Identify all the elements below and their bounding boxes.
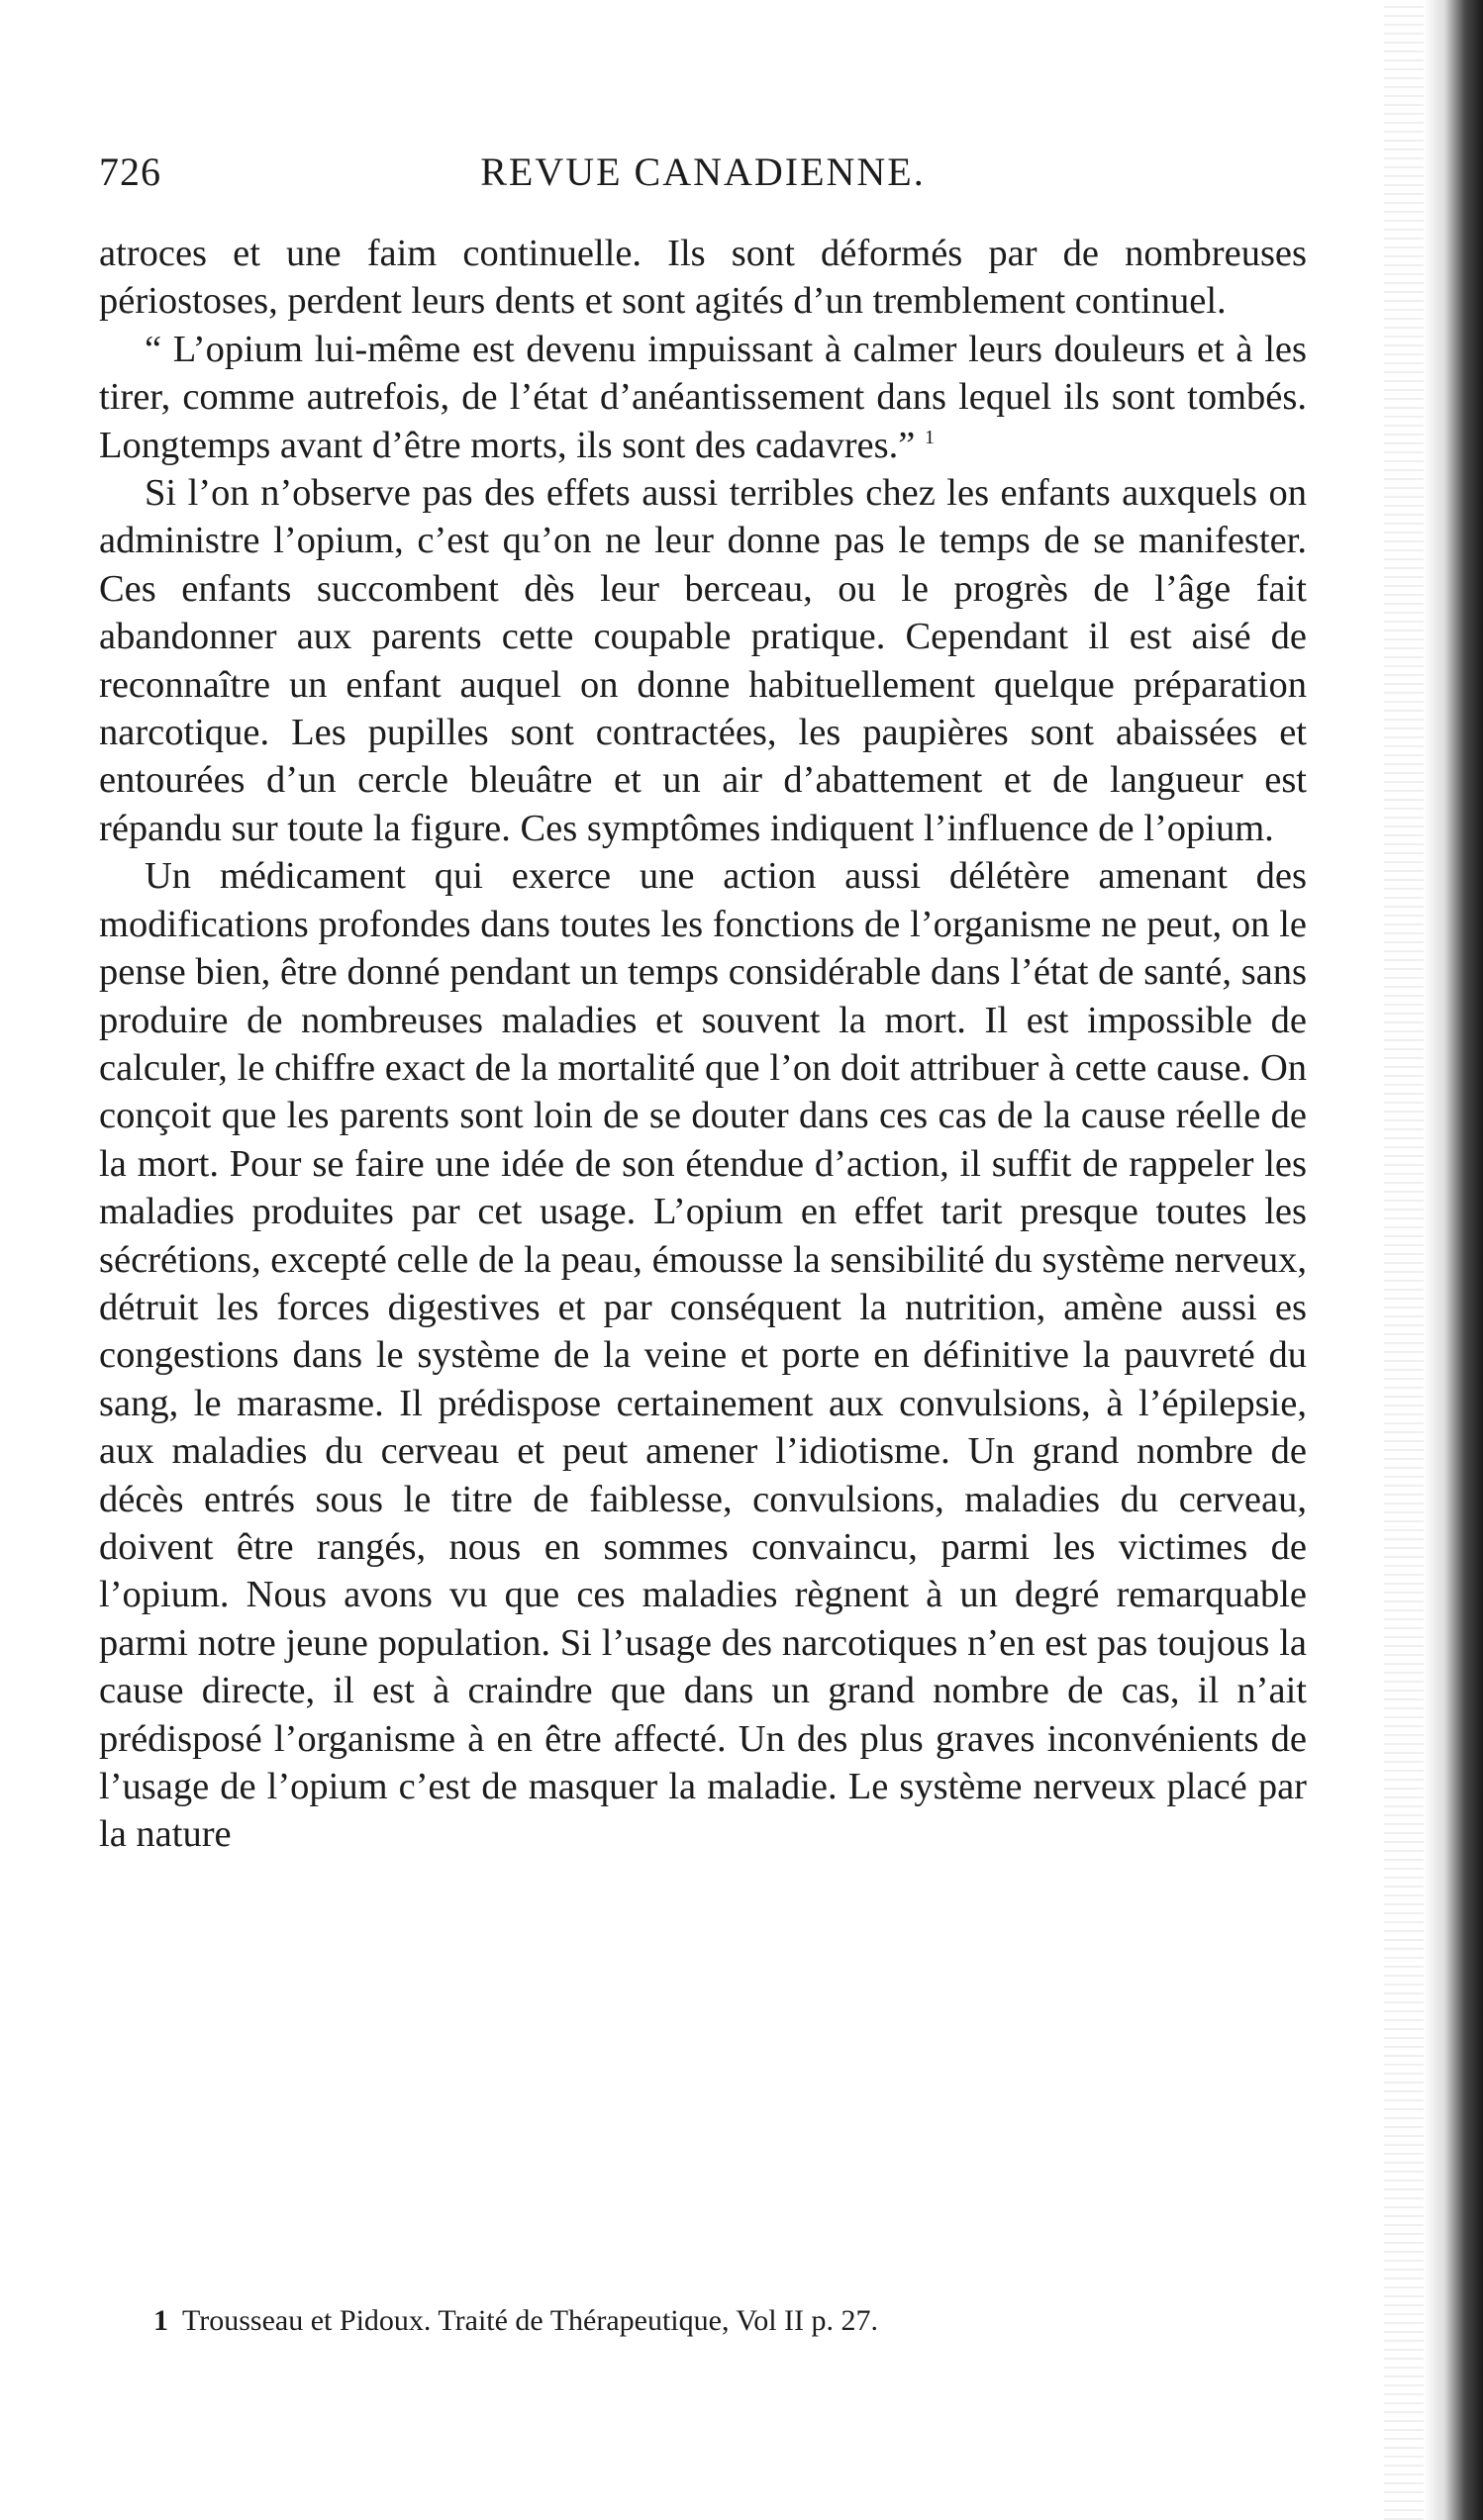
running-title: REVUE CANADIENNE. (480, 149, 926, 194)
paragraph (99, 230, 1307, 326)
page-edge-shadow (1384, 0, 1424, 2520)
footnote-text: Trousseau et Pidoux. Traité de Thérapeutique, Vol II p. 27. (182, 2304, 879, 2337)
paragraph-text: Si l’on n’observe pas des effets aussi terribles chez les enfants auxquels on administre l’opium, c’est qu’on ne leur donne pas le temps de se manifester. Ces enfants succombent dès leur berceau, ou le progrès de l’âge fait abandonner aux parents cette coupable pratique. Cependant il est aisé de reconnaître un enfant auquel on donne habituellement quelque préparation narcotique. Les pupilles sont contractées, les paupières sont abaissées et entourées d’un cercle bleuâtre et un air d’abattement et de langueur est répandu sur toute la figure. Ces symptômes indiquent l’influence de l’opium. (99, 472, 1307, 849)
page-number: 726 (99, 149, 161, 194)
paragraph (99, 326, 1307, 469)
paragraph (99, 852, 1307, 1859)
paragraph-text: Un médicament qui exerce une action aussi délétère amenant des modifications profondes dans toutes les fonctions de l’organisme ne peut, on le pense bien, être donné pendant un temps considérable dans l’état de santé, sans produire de nombreuses maladies et souvent la mort. Il est impossible de calculer, le chiffre exact de la mortalité que l’on doit attribuer à cette cause. On conçoit que les parents sont loin de se douter dans ces cas de la cause réelle de la mort. Pour se faire une idée de son étendue d’action, il suffit de rappeler les maladies produites par cet usage. L’opium en effet tarit presque toutes les sécrétions, excepté celle de la peau, émousse la sensibilité du système nerveux, détruit les forces digestives et par conséquent la nutrition, amène aussi es congestions dans le système de la veine et porte en définitive la pauvreté du sang, le marasme. Il prédispose certainement aux convulsions, à l’épilepsie, aux maladies du cerveau et peut amener l’idiotisme. Un grand nombre de décès entrés sous le titre de faiblesse, convulsions, maladies du cerveau, doivent être rangés, nous en sommes convaincu, parmi les victimes de l’opium. Nous avons vu que ces maladies règnent à un degré remarquable parmi notre jeune population. Si l’usage des narcotiques n’en est pas toujous la cause directe, il est à craindre que dans un grand nombre de cas, il n’ait prédisposé l’organisme à en être affecté. Un des plus graves inconvénients de l’usage de l’opium c’est de masquer la maladie. Le système nerveux placé par la nature (99, 855, 1307, 1856)
paragraph-text: atroces et une faim continuelle. Ils sont déformés par de nombreuses périostoses, perdent leurs dents et sont agités d’un tremblement continuel. (99, 233, 1307, 323)
footnote-number: 1 (153, 2304, 168, 2337)
body-text (99, 230, 1307, 1859)
footnote-reference[interactable]: 1 (924, 426, 935, 448)
page-edge-binding (1424, 0, 1483, 2520)
paragraph-text: “ L’opium lui-même est devenu impuissant à calmer leurs douleurs et à les tirer, comme autrefois, de l’état d’anéantissement dans lequel ils sont tombés. Longtemps avant d’être morts, ils sont des cadavres.” (99, 328, 1307, 466)
page-header (99, 148, 1307, 208)
paragraph (99, 469, 1307, 852)
footnote (153, 2301, 1242, 2341)
